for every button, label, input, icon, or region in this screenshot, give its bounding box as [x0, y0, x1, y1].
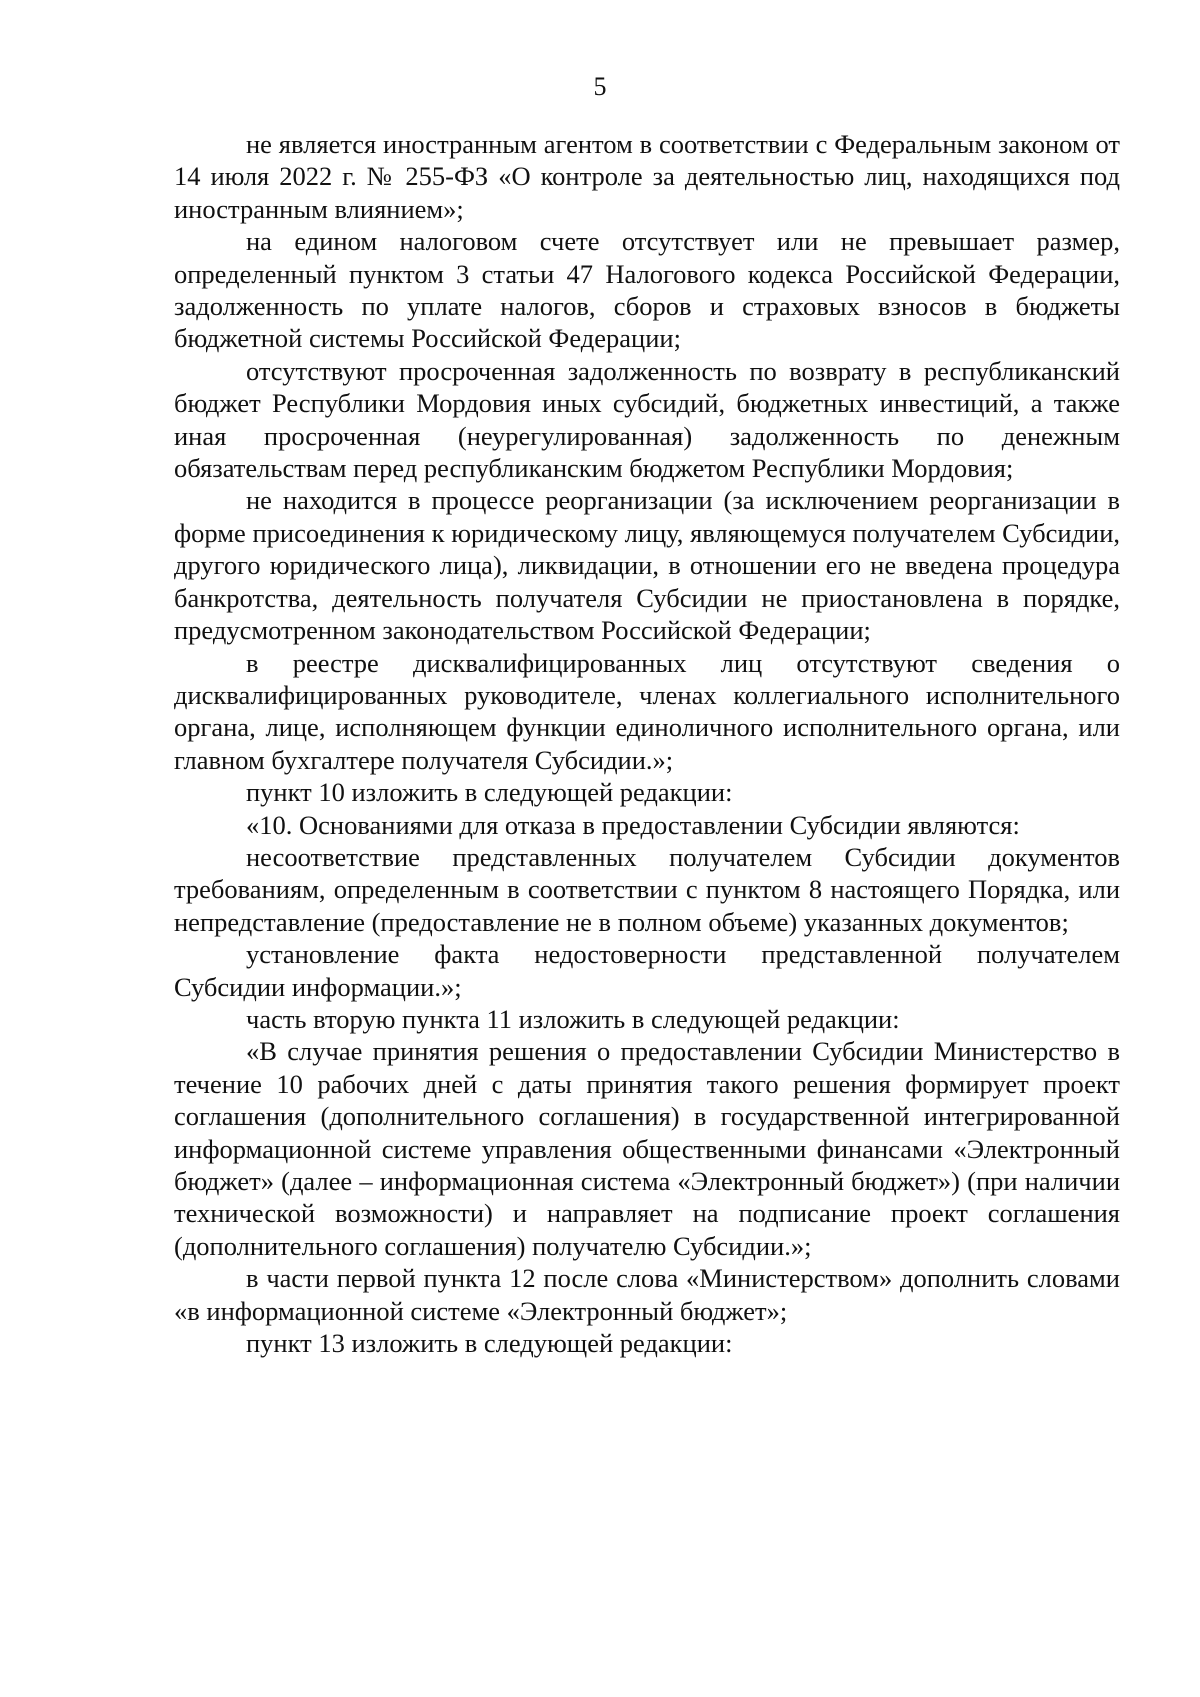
paragraph-item-13-intro: пункт 13 изложить в следующей редакции: — [246, 1328, 733, 1359]
paragraph-item-10-text: «10. Основаниями для отказа в предоставлении Субсидии являются: — [246, 809, 1020, 840]
paragraph-disqualified-registry: в реестре дисквалифицированных лиц отсутствуют сведения о дисквалифицированных руководителе, членах коллегиального исполнительного органа, лице, исполняющем функции единоличного исполнительного органа, или главном бухгалтере получателя Субсидии.»; — [174, 647, 1120, 775]
paragraph-tax-account: на едином налоговом счете отсутствует или не превышает размер, определенный пунктом 3 статьи 47 Налогового кодекса Российской Федерации, задолженность по уплате налогов, сборов и страховых взносов в бюджеты бюджетной системы Российской Федерации; — [174, 226, 1120, 354]
paragraph-document-mismatch: несоответствие представленных получателем Субсидии документов требованиям, определенным в соответствии с пунктом 8 настоящего Порядка, или непредставление (предоставление не в полном объеме) указанных документов; — [174, 841, 1120, 937]
paragraph-reorganization: не находится в процессе реорганизации (за исключением реорганизации в форме присоединения к юридическому лицу, являющемуся получателем Субсидии, другого юридического лица), ликвидации, в отношении его не введена процедура банкротства, деятельность получателя Субсидии не приостановлена в порядке, предусмотренном законодательством Российской Федерации; — [174, 485, 1120, 646]
document-body — [174, 128, 1120, 1359]
paragraph-item-11-intro: часть вторую пункта 11 изложить в следующей редакции: — [246, 1003, 900, 1034]
paragraph-foreign-agent: не является иностранным агентом в соответствии с Федеральным законом от 14 июля 2022 г. № 255-ФЗ «О контроле за деятельностью лиц, находящихся под иностранным влиянием»; — [174, 129, 1120, 224]
paragraph-item-11-text: «В случае принятия решения о предоставлении Субсидии Министерство в течение 10 рабочих дней с даты принятия такого решения формирует проект соглашения (дополнительного соглашения) в государственной интегрированной информационной системе управления общественными финансами «Электронный бюджет» (далее – информационная система «Электронный бюджет») (при наличии технической возможности) и направляет на подписание проект соглашения (дополнительного соглашения) получателю Субсидии.»; — [174, 1036, 1120, 1261]
paragraph-overdue-debt: отсутствуют просроченная задолженность по возврату в республиканский бюджет Республики Мордовия иных субсидий, бюджетных инвестиций, а также иная просроченная (неурегулированная) задолженность по денежным обязательствам перед республиканским бюджетом Республики Мордовия; — [174, 355, 1120, 484]
paragraph-false-information: установление факта недостоверности представленной получателем Субсидии информации.»; — [174, 939, 1120, 1002]
paragraph-item-12-amendment: в части первой пункта 12 после слова «Министерством» дополнить словами «в информационной системе «Электронный бюджет»; — [174, 1263, 1120, 1326]
paragraph-item-10-intro: пункт 10 изложить в следующей редакции: — [246, 777, 733, 808]
page-number: 5 — [593, 72, 607, 101]
